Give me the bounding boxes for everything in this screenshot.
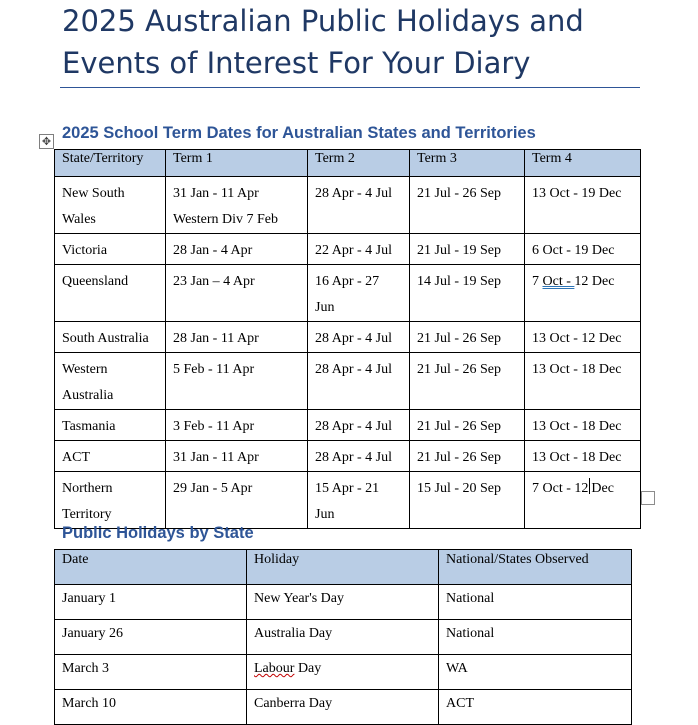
table-row — [55, 322, 641, 353]
term-cell[interactable]: 31 Jan - 11 Apr — [166, 441, 308, 472]
term-text: 7 Oct - 12 — [532, 481, 589, 496]
term-text: Dec — [591, 481, 614, 496]
holiday-cell[interactable] — [247, 655, 439, 690]
table-header-row — [55, 550, 632, 585]
table-row — [55, 690, 632, 725]
term-cell[interactable]: 3 Feb - 11 Apr — [166, 410, 308, 441]
holiday-cell[interactable]: New Year's Day — [247, 585, 439, 620]
school-terms-table — [54, 149, 641, 529]
document-title: 2025 Australian Public Holidays and Events of Interest For Your Diary — [62, 4, 584, 80]
public-holidays-table — [54, 549, 632, 725]
column-header: Term 3 — [410, 150, 525, 177]
column-header: Term 1 — [166, 150, 308, 177]
column-header: Term 4 — [525, 150, 641, 177]
term-cell[interactable] — [525, 472, 641, 529]
state-cell[interactable]: New South Wales — [55, 177, 166, 234]
table-row — [55, 655, 632, 690]
state-cell[interactable]: Victoria — [55, 234, 166, 265]
date-cell[interactable]: January 26 — [55, 620, 247, 655]
observed-cell[interactable]: National — [439, 585, 632, 620]
holiday-text: Day — [294, 661, 322, 676]
term-cell[interactable]: 13 Oct - 19 Dec — [525, 177, 641, 234]
holiday-cell[interactable]: Australia Day — [247, 620, 439, 655]
table-header-row — [55, 150, 641, 177]
term-cell[interactable]: 23 Jan – 4 Apr — [166, 265, 308, 322]
term-cell[interactable]: 22 Apr - 4 Jul — [308, 234, 410, 265]
term-cell[interactable] — [525, 265, 641, 322]
title-underline — [60, 87, 640, 88]
column-header: Date — [55, 550, 247, 585]
table-row — [55, 234, 641, 265]
observed-cell[interactable]: National — [439, 620, 632, 655]
term-text: 12 Dec — [574, 274, 615, 289]
term-cell[interactable]: 15 Jul - 20 Sep — [410, 472, 525, 529]
term-text: 7 — [532, 274, 543, 289]
term-cell[interactable]: 21 Jul - 26 Sep — [410, 441, 525, 472]
term-cell[interactable]: 21 Jul - 19 Sep — [410, 234, 525, 265]
term-cell[interactable]: 16 Apr - 27 Jun — [308, 265, 410, 322]
term-cell[interactable]: 28 Apr - 4 Jul — [308, 441, 410, 472]
table-row — [55, 472, 641, 529]
holiday-cell[interactable]: Canberra Day — [247, 690, 439, 725]
term-cell[interactable]: 29 Jan - 5 Apr — [166, 472, 308, 529]
state-cell[interactable]: ACT — [55, 441, 166, 472]
public-holidays-heading: Public Holidays by State — [62, 524, 254, 542]
state-cell[interactable]: Western Australia — [55, 353, 166, 410]
term-cell[interactable]: 21 Jul - 26 Sep — [410, 322, 525, 353]
table-row — [55, 353, 641, 410]
spellcheck-flagged-word: Labour — [254, 661, 295, 676]
column-header: National/States Observed — [439, 550, 632, 585]
term-cell[interactable]: 28 Apr - 4 Jul — [308, 322, 410, 353]
term-cell[interactable]: 14 Jul - 19 Sep — [410, 265, 525, 322]
term-cell[interactable]: 28 Jan - 4 Apr — [166, 234, 308, 265]
term-cell[interactable]: 21 Jul - 26 Sep — [410, 177, 525, 234]
term-cell[interactable]: 15 Apr - 21 Jun — [308, 472, 410, 529]
table-resize-handle[interactable] — [641, 491, 655, 505]
term-cell[interactable]: 6 Oct - 19 Dec — [525, 234, 641, 265]
table-row — [55, 585, 632, 620]
table-row — [55, 441, 641, 472]
term-cell[interactable]: 28 Apr - 4 Jul — [308, 353, 410, 410]
table-row — [55, 410, 641, 441]
term-cell[interactable]: 13 Oct - 18 Dec — [525, 441, 641, 472]
term-cell[interactable]: 21 Jul - 26 Sep — [410, 353, 525, 410]
term-cell[interactable]: 5 Feb - 11 Apr — [166, 353, 308, 410]
date-cell[interactable]: January 1 — [55, 585, 247, 620]
column-header: Holiday — [247, 550, 439, 585]
state-cell[interactable]: Queensland — [55, 265, 166, 322]
state-cell[interactable]: Tasmania — [55, 410, 166, 441]
term-cell[interactable]: 21 Jul - 26 Sep — [410, 410, 525, 441]
state-cell[interactable]: Northern Territory — [55, 472, 166, 529]
observed-cell[interactable]: WA — [439, 655, 632, 690]
table-row — [55, 177, 641, 234]
column-header: State/Territory — [55, 150, 166, 177]
observed-cell[interactable]: ACT — [439, 690, 632, 725]
state-cell[interactable]: South Australia — [55, 322, 166, 353]
tracked-change-text: Oct - — [542, 274, 575, 289]
term-cell[interactable]: 31 Jan - 11 Apr Western Div 7 Feb — [166, 177, 308, 234]
term-cell[interactable]: 28 Jan - 11 Apr — [166, 322, 308, 353]
term-cell[interactable]: 28 Apr - 4 Jul — [308, 177, 410, 234]
term-cell[interactable]: 13 Oct - 18 Dec — [525, 410, 641, 441]
table-move-handle-icon[interactable]: ✥ — [39, 134, 54, 149]
term-cell[interactable]: 13 Oct - 12 Dec — [525, 322, 641, 353]
date-cell[interactable]: March 3 — [55, 655, 247, 690]
date-cell[interactable]: March 10 — [55, 690, 247, 725]
term-cell[interactable]: 28 Apr - 4 Jul — [308, 410, 410, 441]
school-terms-heading: 2025 School Term Dates for Australian States and Territories — [62, 124, 536, 142]
table-row — [55, 620, 632, 655]
column-header: Term 2 — [308, 150, 410, 177]
table-row — [55, 265, 641, 322]
term-cell[interactable]: 13 Oct - 18 Dec — [525, 353, 641, 410]
